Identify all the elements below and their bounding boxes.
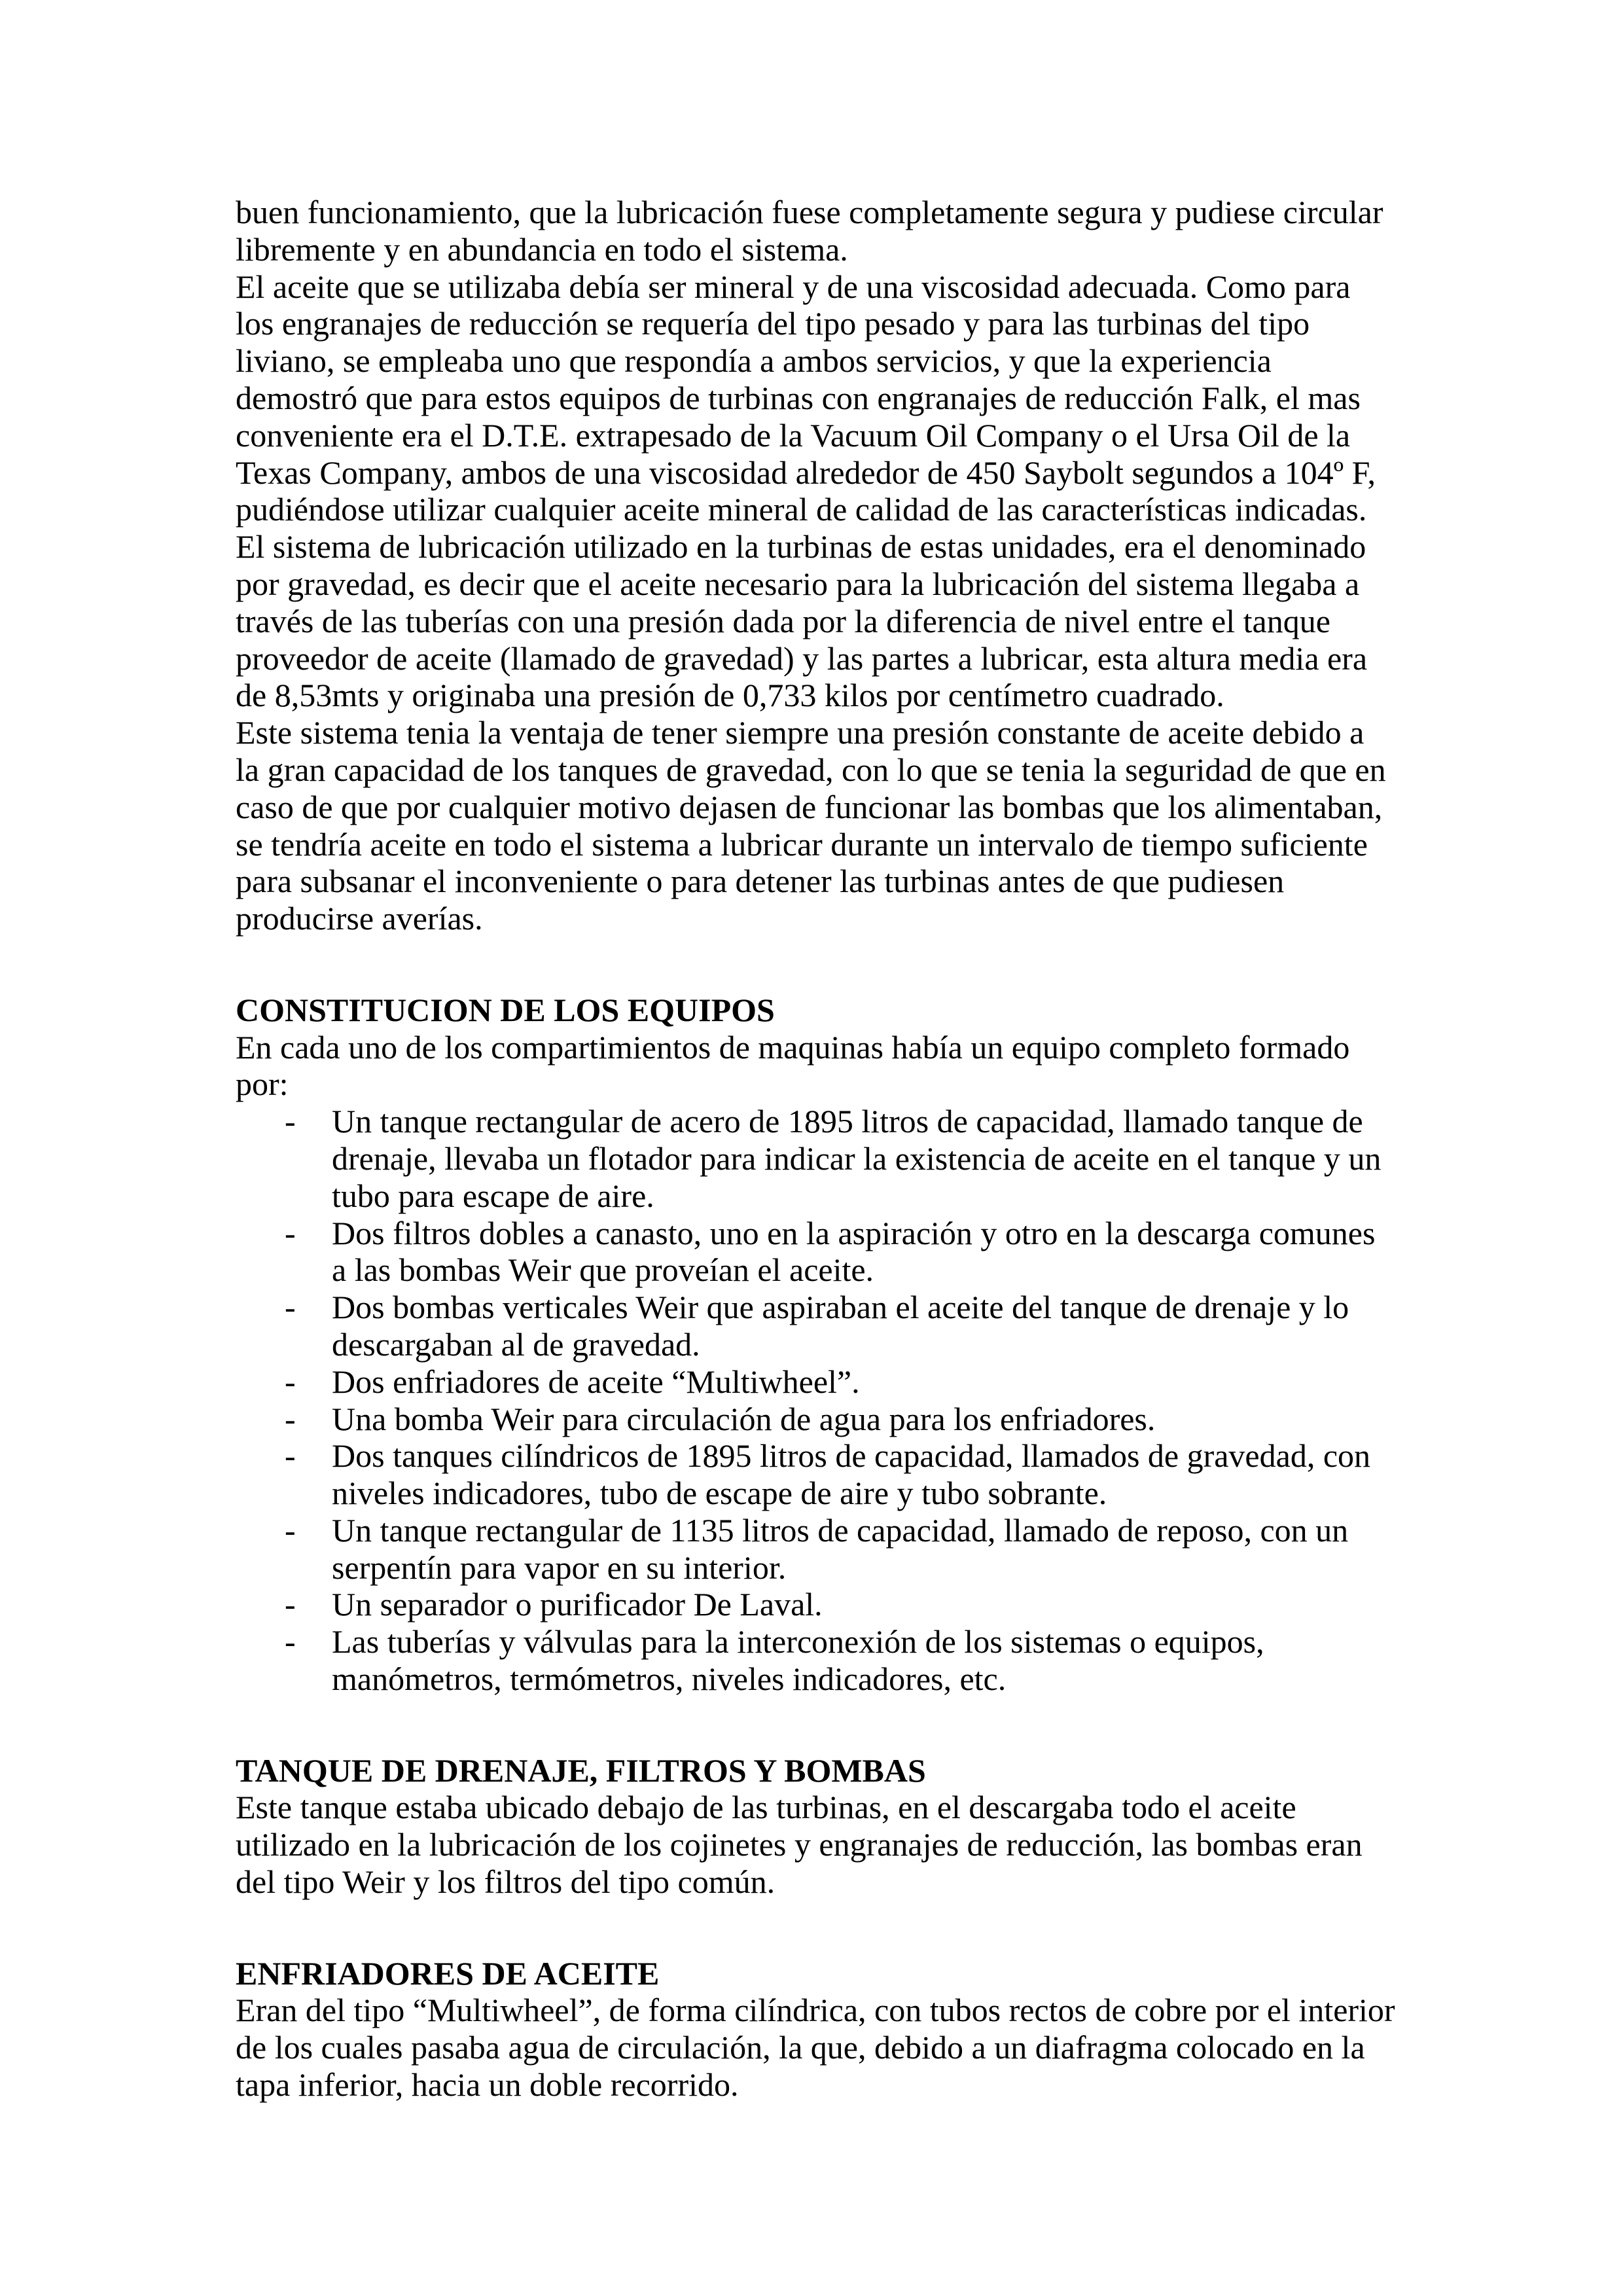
text-line: Un tanque rectangular de acero de 1895 litros de capacidad, llamado tanque de [332,1103,1363,1140]
text-line: Dos tanques cilíndricos de 1895 litros de capacidad, llamados de gravedad, con [332,1437,1371,1475]
text-line: Este tanque estaba ubicado debajo de las turbinas, en el descargaba todo el aceite [236,1789,1296,1826]
text-line: a las bombas Weir que proveían el aceite. [332,1251,874,1289]
text-line: drenaje, llevaba un flotador para indicar la existencia de aceite en el tanque y un [332,1139,1382,1177]
text-line: serpentín para vapor en su interior. [332,1549,787,1586]
paragraph [236,528,1414,714]
text-line: pudiéndose utilizar cualquier aceite mineral de calidad de las características indicadas. [236,491,1367,528]
text-line: El aceite que se utilizaba debía ser mineral y de una viscosidad adecuada. Como para [236,268,1351,305]
list-item [236,1103,1414,1214]
list-dash: - [285,1363,296,1400]
text-line: En cada uno de los compartimientos de maquinas había un equipo completo formado [236,1028,1350,1066]
paragraph [236,1029,1414,1103]
text-line: manómetros, termómetros, niveles indicadores, etc. [332,1660,1007,1698]
text-line: Dos enfriadores de aceite “Multiwheel”. [332,1363,860,1400]
text-line: producirse averías. [236,900,483,937]
text-line: Texas Company, ambos de una viscosidad alrededor de 450 Saybolt segundos a 104º F, [236,454,1376,491]
list-dash: - [285,1623,296,1660]
text-line: descargaban al de gravedad. [332,1325,700,1363]
text-line: través de las tuberías con una presión dada por la diferencia de nivel entre el tanque [236,602,1330,639]
text-line: utilizado en la lubricación de los cojinetes y engranajes de reducción, las bombas eran [236,1826,1363,1863]
text-line: Un separador o purificador De Laval. [332,1586,823,1623]
section-heading: ENFRIADORES DE ACEITE [236,1954,660,1992]
text-line: conveniente era el D.T.E. extrapesado de la Vacuum Oil Company o el Ursa Oil de la [236,416,1351,454]
text-line: buen funcionamiento, que la lubricación fuese completamente segura y pudiese circular [236,194,1383,230]
document-page [236,194,1414,2104]
text-line: del tipo Weir y los filtros del tipo común. [236,1863,776,1901]
text-line: de 8,53mts y originaba una presión de 0,733 kilos por centímetro cuadrado. [236,677,1224,714]
list-item [236,1289,1414,1363]
list-dash: - [285,1586,296,1623]
text-line: para subsanar el inconveniente o para detener las turbinas antes de que pudiesen [236,863,1285,900]
text-line: Dos filtros dobles a canasto, uno en la aspiración y otro en la descarga comunes [332,1214,1376,1251]
text-line: Este sistema tenia la ventaja de tener siempre una presión constante de aceite debido a [236,714,1364,751]
list-dash: - [285,1214,296,1251]
text-line: de los cuales pasaba agua de circulación, la que, debido a un diafragma colocado en la [236,2029,1365,2066]
text-line: Un tanque rectangular de 1135 litros de capacidad, llamado de reposo, con un [332,1511,1349,1549]
text-line: Las tuberías y válvulas para la interconexión de los sistemas o equipos, [332,1623,1264,1660]
list-dash: - [285,1511,296,1549]
blank-line [236,937,1414,975]
section-heading: CONSTITUCION DE LOS EQUIPOS [236,991,775,1028]
list-item [236,1586,1414,1623]
text-line: tapa inferior, hacia un doble recorrido. [236,2066,739,2104]
text-line: se tendría aceite en todo el sistema a lubricar durante un intervalo de tiempo suficiente [236,825,1368,863]
list-item [236,1363,1414,1401]
text-line: Una bomba Weir para circulación de agua para los enfriadores. [332,1400,1156,1437]
text-line: Eran del tipo “Multiwheel”, de forma cilíndrica, con tubos rectos de cobre por el interior [236,1992,1395,2029]
list-dash: - [285,1289,296,1326]
bullet-list [236,1103,1414,1698]
text-line: tubo para escape de aire. [332,1177,654,1214]
list-item [236,1401,1414,1438]
text-line: caso de que por cualquier motivo dejasen de funcionar las bombas que los alimentaban, [236,788,1383,825]
list-item [236,1215,1414,1289]
list-item [236,1623,1414,1698]
list-item [236,1437,1414,1512]
text-line: la gran capacidad de los tanques de gravedad, con lo que se tenia la seguridad de que en [236,751,1386,788]
text-line: Dos bombas verticales Weir que aspiraban el aceite del tanque de drenaje y lo [332,1289,1349,1326]
text-line: demostró que para estos equipos de turbinas con engranajes de reducción Falk, el mas [236,379,1361,416]
text-line: proveedor de aceite (llamado de gravedad) y las partes a lubricar, esta altura media era [236,639,1368,677]
list-dash: - [285,1437,296,1475]
blank-line [236,1901,1414,1938]
list-item [236,1512,1414,1587]
section-heading: TANQUE DE DRENAJE, FILTROS Y BOMBAS [236,1751,926,1789]
list-dash: - [285,1103,296,1140]
paragraph [236,194,1414,268]
text-line: por: [236,1066,289,1103]
paragraph [236,1992,1414,2103]
paragraph [236,714,1414,937]
list-dash: - [285,1400,296,1437]
text-line: El sistema de lubricación utilizado en la turbinas de estas unidades, era el denominado [236,528,1366,565]
text-line: liviano, se empleaba uno que respondía a ambos servicios, y que la experiencia [236,342,1272,380]
paragraph [236,1789,1414,1900]
blank-line [236,1698,1414,1735]
text-line: niveles indicadores, tubo de escape de aire y tubo sobrante. [332,1475,1107,1512]
text-line: por gravedad, es decir que el aceite necesario para la lubricación del sistema llegaba a [236,565,1360,602]
paragraph [236,268,1414,529]
text-line: los engranajes de reducción se requería del tipo pesado y para las turbinas del tipo [236,305,1310,342]
text-line: libremente y en abundancia en todo el sistema. [236,230,848,268]
